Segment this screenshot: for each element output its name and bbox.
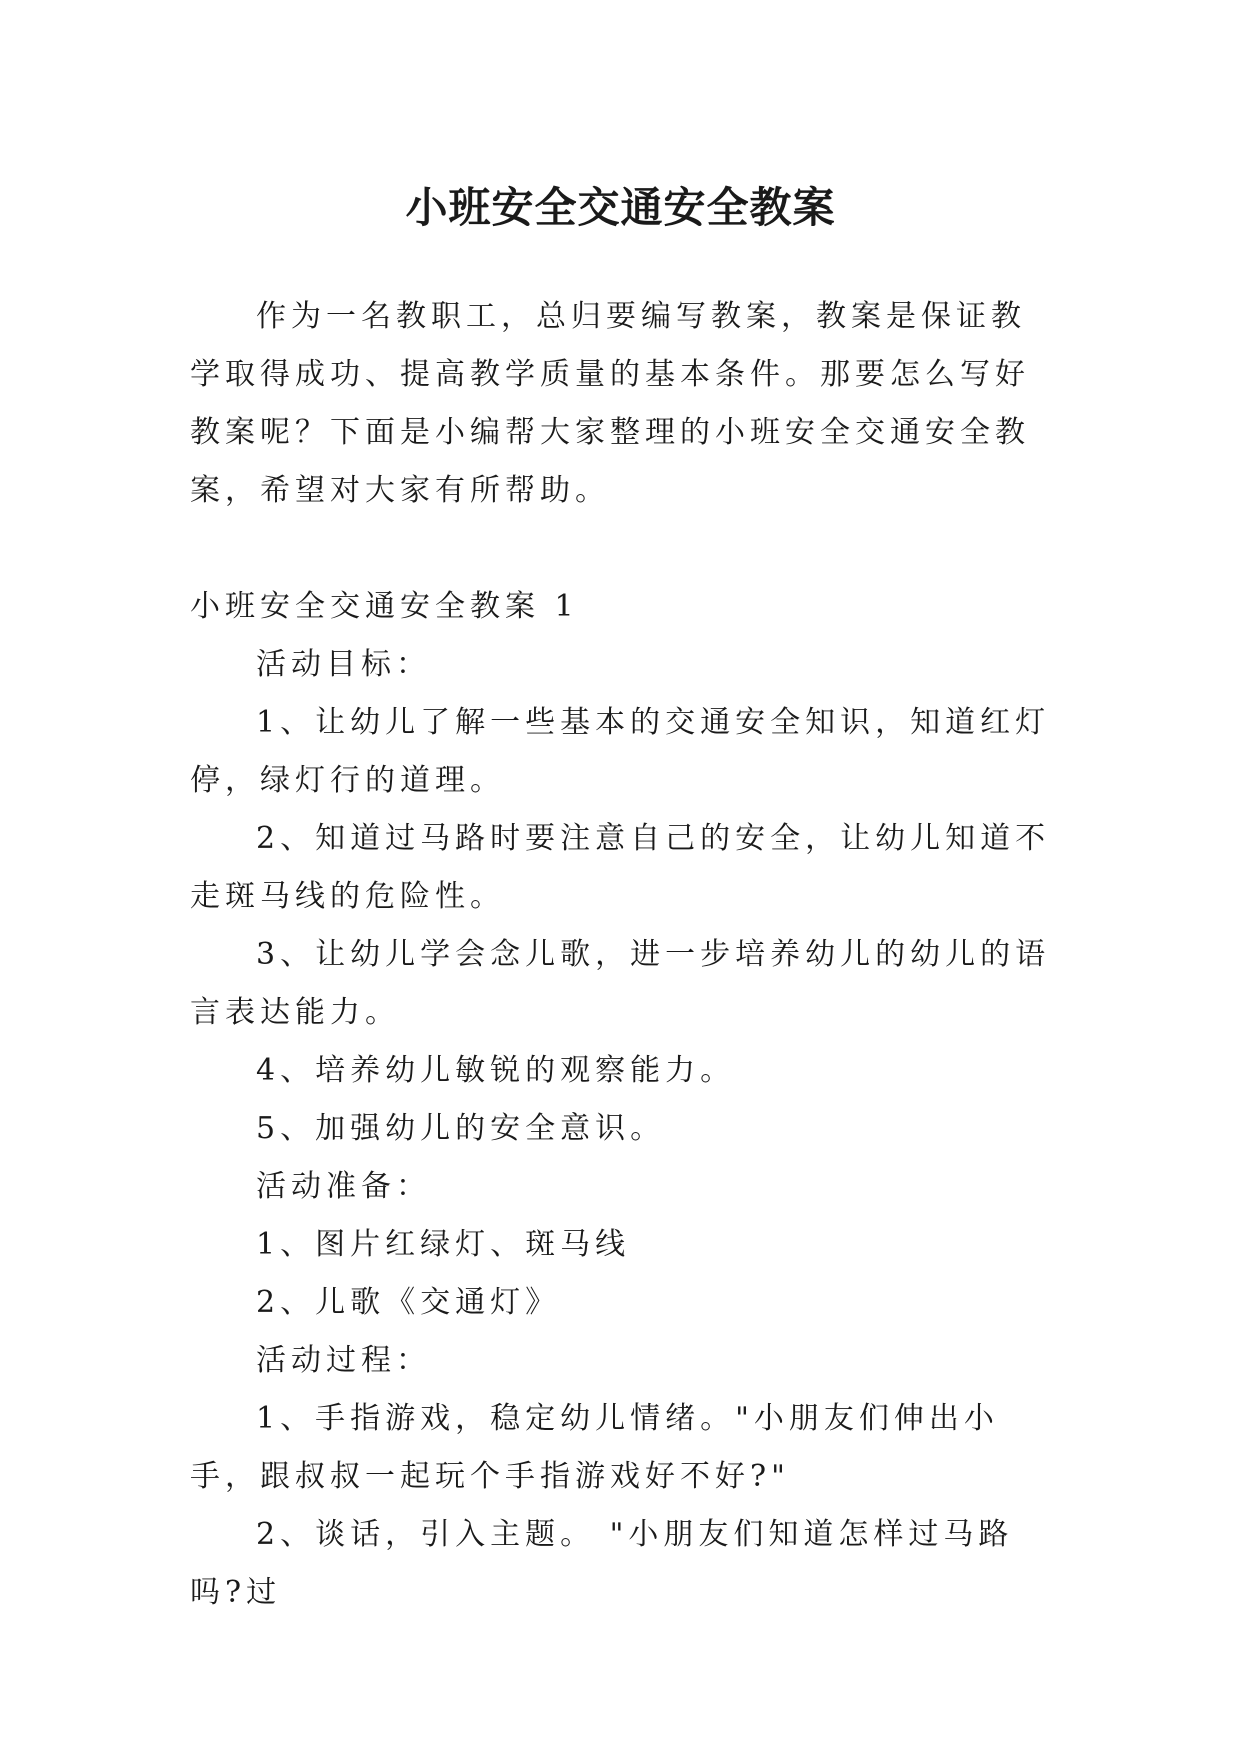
intro-paragraph: 作为一名教职工，总归要编写教案，教案是保证教学取得成功、提高教学质量的基本条件。那要怎么写好教案呢？下面是小编帮大家整理的小班安全交通安全教案，希望对大家有所帮助。 (190, 299, 1030, 508)
paragraph-goal-4: 4、培养幼儿敏锐的观察能力。 (256, 1053, 736, 1088)
section-body (190, 636, 1052, 1622)
paragraph-preparation-2: 2、儿歌《交通灯》 (256, 1285, 561, 1320)
paragraph-goal-1: 1、让幼儿了解一些基本的交通安全知识，知道红灯停，绿灯行的道理。 (190, 705, 1051, 798)
section-heading: 小班安全交通安全教案 1 (190, 589, 579, 624)
paragraph-process-1: 1、手指游戏，稳定幼儿情绪。"小朋友们伸出小手，跟叔叔一起玩个手指游戏好不好?" (190, 1401, 999, 1494)
paragraph-activity-goals-heading: 活动目标： (256, 647, 431, 682)
paragraph-goal-5: 5、加强幼儿的安全意识。 (256, 1111, 666, 1146)
paragraph-preparation-heading: 活动准备： (256, 1169, 431, 1204)
paragraph-process-heading: 活动过程： (256, 1343, 431, 1378)
paragraph-preparation-1: 1、图片红绿灯、斑马线 (256, 1227, 631, 1262)
paragraph-goal-2: 2、知道过马路时要注意自己的安全，让幼儿知道不走斑马线的危险性。 (190, 821, 1051, 914)
paragraph-process-2: 2、谈话，引入主题。 "小朋友们知道怎样过马路吗?过 (190, 1517, 1014, 1610)
document-title: 小班安全交通安全教案 (405, 183, 836, 233)
paragraph-goal-3: 3、让幼儿学会念儿歌，进一步培养幼儿的幼儿的语言表达能力。 (190, 937, 1051, 1030)
